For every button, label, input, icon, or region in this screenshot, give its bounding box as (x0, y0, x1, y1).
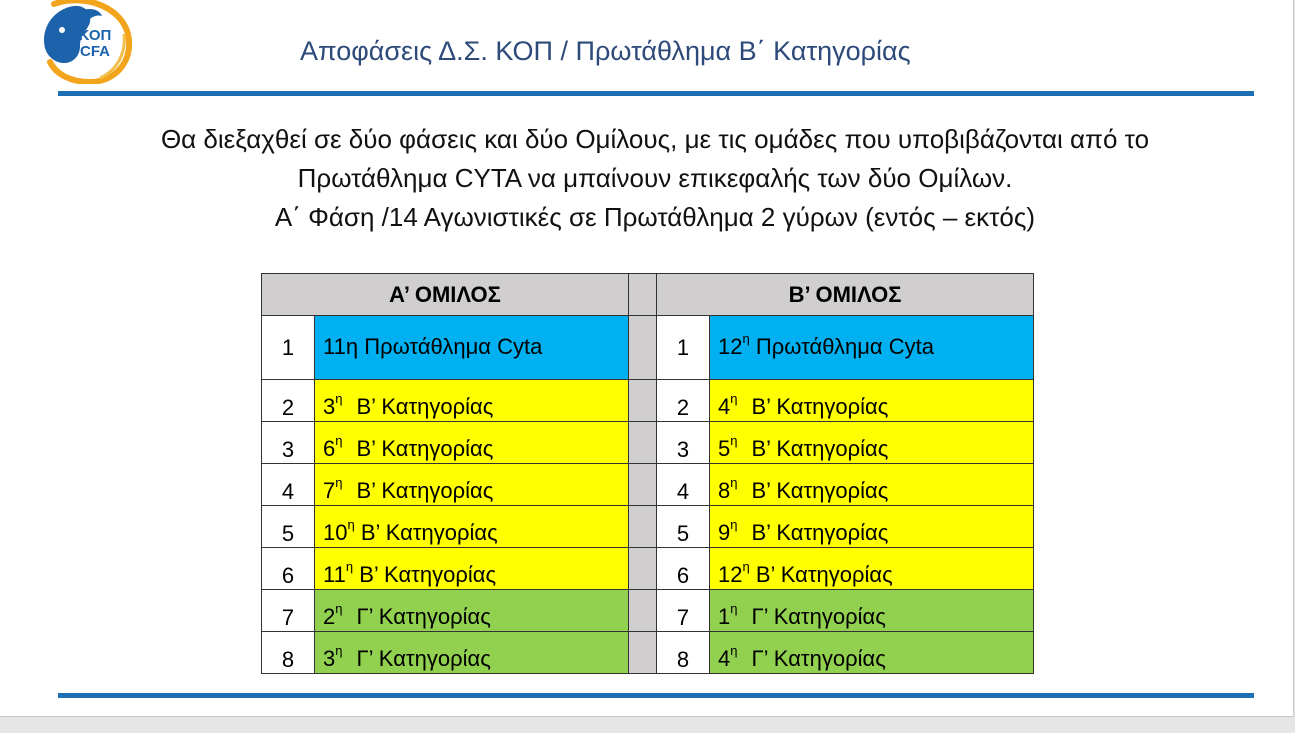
group-b-team: $9^\eta$ B’ Κατηγορίας (710, 506, 1034, 548)
groups-table (261, 273, 1034, 674)
group-a-team: $2^\eta$ Γ’ Κατηγορίας (315, 590, 629, 632)
page-title: Αποφάσεις Δ.Σ. ΚΟΠ / Πρωτάθλημα Β΄ Κατηγορίας (300, 36, 911, 66)
group-a-position: 5 (262, 506, 315, 548)
group-a-position: 7 (262, 590, 315, 632)
group-a-header: Α’ ΟΜΙΛΟΣ (262, 274, 629, 316)
group-separator (629, 316, 657, 380)
table-row (262, 422, 1034, 464)
group-separator (629, 548, 657, 590)
group-b-team: $12^\eta$ Πρωτάθλημα Cyta (710, 316, 1034, 380)
group-b-team: $1^\eta$ Γ’ Κατηγορίας (710, 590, 1034, 632)
group-separator (629, 632, 657, 674)
group-b-team: $4^\eta$ Γ’ Κατηγορίας (710, 632, 1034, 674)
table-header-row (262, 274, 1034, 316)
intro-line-2: Πρωτάθλημα CYTA να μπαίνουν επικεφαλής των δύο Ομίλων. (297, 163, 1013, 193)
group-a-team: 11η Πρωτάθλημα Cyta (315, 316, 629, 380)
group-b-team: $4^\eta$ B’ Κατηγορίας (710, 380, 1034, 422)
table-row (262, 506, 1034, 548)
logo-text-cfa: CFA (80, 43, 110, 60)
group-a-position: 1 (262, 316, 315, 380)
group-a-team: $7^\eta$ B’ Κατηγορίας (315, 464, 629, 506)
group-separator (629, 506, 657, 548)
table-row (262, 380, 1034, 422)
group-a-team: $6^\eta$ B’ Κατηγορίας (315, 422, 629, 464)
table-row (262, 464, 1034, 506)
table-row (262, 548, 1034, 590)
group-b-position: 6 (657, 548, 710, 590)
group-b-position: 7 (657, 590, 710, 632)
group-b-position: 5 (657, 506, 710, 548)
group-a-team: $3^\eta$ B’ Κατηγορίας (315, 380, 629, 422)
group-b-position: 2 (657, 380, 710, 422)
group-b-position: 4 (657, 464, 710, 506)
group-a-position: 4 (262, 464, 315, 506)
intro-line-1: Θα διεξαχθεί σε δύο φάσεις και δύο Ομίλους, με τις ομάδες που υποβιβάζονται από το (160, 124, 1150, 154)
group-a-position: 8 (262, 632, 315, 674)
group-a-position: 2 (262, 380, 315, 422)
group-separator (629, 274, 657, 316)
group-a-team: $3^\eta$ Γ’ Κατηγορίας (315, 632, 629, 674)
group-a-position: 6 (262, 548, 315, 590)
group-a-position: 3 (262, 422, 315, 464)
top-divider (58, 91, 1254, 96)
group-separator (629, 590, 657, 632)
intro-line-3: Α΄ Φάση /14 Αγωνιστικές σε Πρωτάθλημα 2 γύρων (εντός – εκτός) (274, 202, 1036, 232)
group-b-team: $5^\eta$ B’ Κατηγορίας (710, 422, 1034, 464)
table-row (262, 316, 1034, 380)
group-b-team: $12^\eta$ B’ Κατηγορίας (710, 548, 1034, 590)
group-separator (629, 422, 657, 464)
group-b-position: 8 (657, 632, 710, 674)
group-separator (629, 380, 657, 422)
group-b-position: 1 (657, 316, 710, 380)
table-row (262, 632, 1034, 674)
bottom-divider (58, 693, 1254, 698)
group-a-team: $11^\eta$ B’ Κατηγορίας (315, 548, 629, 590)
group-a-team: $10^\eta$ B’ Κατηγορίας (315, 506, 629, 548)
table-row (262, 590, 1034, 632)
intro-text (40, 120, 1270, 237)
group-b-header: Β’ ΟΜΙΛΟΣ (657, 274, 1034, 316)
logo-text-kop: ΚΟΠ (78, 27, 112, 44)
cfa-logo (40, 0, 132, 84)
group-separator (629, 464, 657, 506)
group-b-position: 3 (657, 422, 710, 464)
group-b-team: $8^\eta$ B’ Κατηγορίας (710, 464, 1034, 506)
